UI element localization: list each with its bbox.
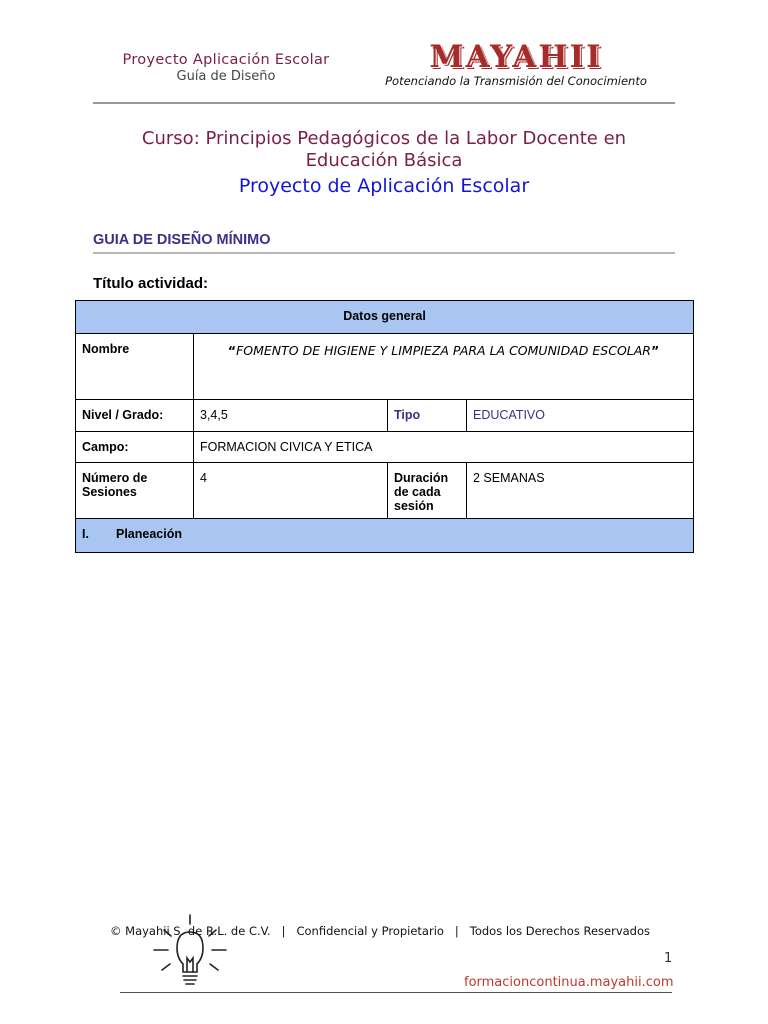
footer-url-link[interactable]: formacioncontinua.mayahii.com [464, 975, 674, 990]
quote-close: ” [650, 343, 660, 358]
general-data-table [75, 300, 694, 553]
planeacion-number: I. [82, 527, 89, 541]
header-project-title: Proyecto Aplicación Escolar [122, 52, 330, 68]
course-heading [93, 128, 675, 199]
sesiones-label: Número de Sesiones [76, 463, 194, 519]
duracion-label: Duración de cada sesión [388, 463, 467, 519]
section-divider [93, 252, 675, 254]
footer-copyright: © Mayahii S. de R.L. de C.V. | Confidencial y Propietario | Todos los Derechos Reservados [110, 924, 651, 938]
header-subtitle: Guía de Diseño [176, 69, 276, 84]
table-header: Datos general [76, 301, 694, 334]
section-heading: GUIA DE DISEÑO MÍNIMO [93, 232, 271, 248]
page-number: 1 [664, 951, 673, 966]
quote-open: “ [227, 343, 237, 358]
course-title: Curso: Principios Pedagógicos de la Labor Docente en Educación Básica [141, 128, 627, 171]
brand-block [378, 40, 654, 88]
nombre-value: FOMENTO DE HIGIENE Y LIMPIEZA PARA LA COMUNIDAD ESCOLAR [236, 343, 651, 358]
course-subtitle: Proyecto de Aplicación Escolar [238, 175, 530, 197]
planeacion-label: Planeación [116, 527, 182, 541]
duracion-value: 2 SEMANAS [467, 463, 694, 519]
campo-value: FORMACION CIVICA Y ETICA [194, 432, 694, 463]
brand-logo: MAYAHII [429, 39, 603, 75]
planeacion-row [76, 519, 694, 553]
nombre-label: Nombre [76, 334, 194, 400]
header-project-block [96, 52, 356, 84]
sesiones-value: 4 [194, 463, 388, 519]
nivel-value: 3,4,5 [194, 400, 388, 432]
header-divider [93, 102, 675, 104]
nivel-label: Nivel / Grado: [76, 400, 194, 432]
tipo-label: Tipo [388, 400, 467, 432]
tipo-value: EDUCATIVO [467, 400, 694, 432]
footer-divider [120, 992, 672, 993]
campo-label: Campo: [76, 432, 194, 463]
brand-tagline: Potenciando la Transmisión del Conocimiento [385, 74, 647, 88]
nombre-value-cell [194, 334, 694, 400]
activity-title-label: Título actividad: [93, 275, 209, 292]
